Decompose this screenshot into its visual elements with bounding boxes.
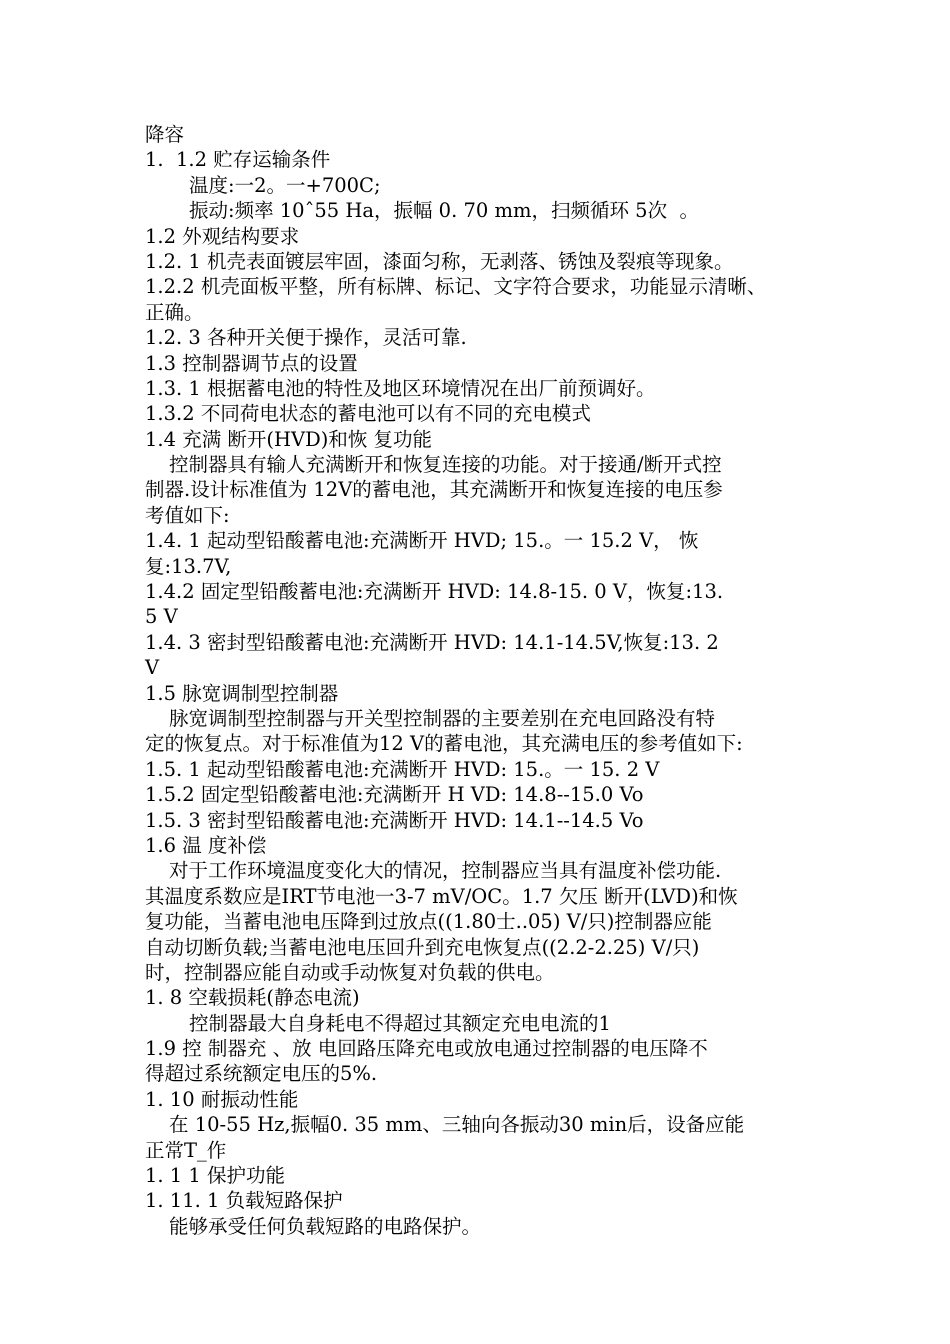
text-line: 自动切断负载;当蓄电池电压回升到充电恢复点((2.2-2.25) V/只)	[145, 935, 700, 959]
text-line: 振动:频率 10ˆ55 Ha，振幅 0. 70 mm，扫频循环 5次 。	[189, 199, 699, 223]
text-line: 制器.设计标准值为 12V的蓄电池，其充满断开和恢复连接的电压参	[145, 478, 723, 502]
text-line: 其温度系数应是IRT节电池一3-7 mV/OC。1.7 欠压 断开(LVD)和恢	[145, 884, 738, 908]
section-heading: 1.3 控制器调节点的设置	[145, 351, 358, 375]
text-line: 温度:一2。一+700C;	[189, 173, 381, 197]
text-line: 1.2. 3 各种开关便于操作，灵活可靠.	[145, 326, 467, 350]
text-line: 1.2.2 机壳面板平整，所有标牌、标记、文字符合要求，功能显示清晰、	[145, 275, 767, 299]
section-heading: 1. 1 1 保护功能	[145, 1164, 286, 1188]
section-heading: 1.5 脉宽调制型控制器	[145, 681, 339, 705]
text-line: 对于工作环境温度变化大的情况，控制器应当具有温度补偿功能.	[169, 859, 722, 883]
text-line: 控制器具有输人充满断开和恢复连接的功能。对于接通/断开式控	[169, 453, 722, 477]
text-line: 1.4. 3 密封型铅酸蓄电池:充满断开 HVD: 14.1-14.5V,恢复:13. 2	[145, 630, 719, 654]
text-line: 1.4. 1 起动型铅酸蓄电池:充满断开 HVD; 15.。一 15.2 V， 恢	[145, 529, 699, 553]
text-line: 正常T_作	[145, 1138, 227, 1162]
text-line: 在 10-55 Hz,振幅0. 35 mm、三轴向各振动30 min后，设备应能	[169, 1113, 745, 1137]
section-heading: 1.6 温 度补偿	[145, 833, 267, 857]
text-line: 1.9 控 制器充 、放 电回路压降充电或放电通过控制器的电压降不	[145, 1037, 708, 1061]
text-line: 1.4.2 固定型铅酸蓄电池:充满断开 HVD: 14.8-15. 0 V，恢复:13.	[145, 580, 724, 604]
text-line: 1.2. 1 机壳表面镀层牢固，漆面匀称，无剥落、锈蚀及裂痕等现象。	[145, 249, 734, 273]
text-line: 时，控制器应能自动或手动恢复对负载的供电。	[145, 960, 555, 984]
section-heading: 1. 10 耐振动性能	[145, 1087, 299, 1111]
text-line: 降容	[145, 123, 185, 146]
document-body	[145, 122, 815, 1239]
section-heading: 1. 8 空载损耗(静态电流)	[145, 986, 360, 1010]
text-line: 1.5. 1 起动型铅酸蓄电池:充满断开 HVD: 15.。一 15. 2 V	[145, 757, 660, 781]
text-line: 定的恢复点。对于标准值为12 V的蓄电池，其充满电压的参考值如下:	[145, 732, 743, 756]
text-line: 控制器最大自身耗电不得超过其额定充电电流的1	[189, 1011, 611, 1035]
text-line: 正确。	[145, 300, 204, 324]
section-heading: 1.4 充满 断开(HVD)和恢 复功能	[145, 427, 433, 451]
text-line: 复功能，当蓄电池电压降到过放点((1.80士..05) V/只)控制器应能	[145, 910, 712, 934]
text-line: 复:13.7V,	[145, 554, 232, 578]
text-line: 5 V	[145, 605, 178, 629]
text-line: 考值如下:	[145, 503, 230, 527]
section-heading: 1.2 外观结构要求	[145, 224, 300, 248]
text-line: 得超过系统额定电压的5%.	[145, 1062, 378, 1086]
text-line: 1.5.2 固定型铅酸蓄电池:充满断开 H VD: 14.8--15.0 Vo	[145, 783, 644, 807]
text-line: V	[145, 656, 160, 680]
text-line: 1.3.2 不同荷电状态的蓄电池可以有不同的充电模式	[145, 402, 591, 426]
section-heading: 1. 1.2 贮存运输条件	[145, 148, 331, 172]
text-line: 能够承受任何负载短路的电路保护。	[169, 1214, 482, 1238]
text-line: 1.3. 1 根据蓄电池的特性及地区环境情况在出厂前预调好。	[145, 376, 656, 400]
text-line: 脉宽调制型控制器与开关型控制器的主要差别在充电回路没有特	[169, 706, 716, 730]
text-line: 1.5. 3 密封型铅酸蓄电池:充满断开 HVD: 14.1--14.5 Vo	[145, 808, 644, 832]
section-heading: 1. 11. 1 负载短路保护	[145, 1189, 343, 1213]
